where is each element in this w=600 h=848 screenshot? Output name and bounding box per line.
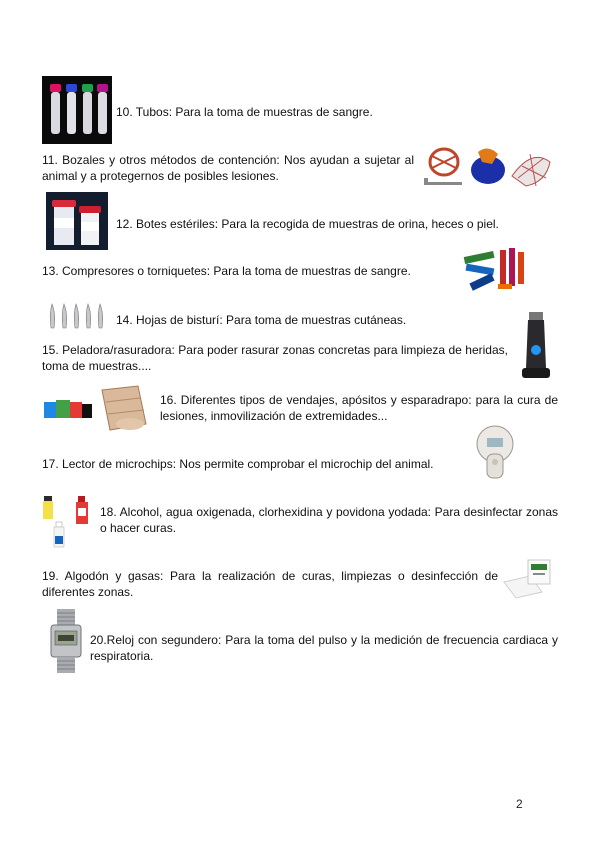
bandages-icon [42, 384, 154, 434]
item-17-text: 17. Lector de microchips: Nos permite comprobar el microchip del animal. [42, 457, 434, 471]
item-14-text: 14. Hojas de bisturí: Para toma de muestras cutáneas. [116, 313, 407, 327]
sterile-containers-icon [46, 192, 108, 250]
item-11-text: 11. Bozales y otros métodos de contención: Nos ayudan a sujetar al animal y a protegernos de posibles lesiones. [42, 153, 414, 183]
item-20-text: 20.Reloj con segundero: Para la toma del pulso y la medición de frecuencia cardiaca y respiratoria. [90, 633, 558, 663]
item-13-text: 13. Compresores o torniquetes: Para la toma de muestras de sangre. [42, 264, 411, 278]
wristwatch-icon [48, 608, 84, 674]
item-15-text: 15. Peladora/rasuradora: Para poder rasurar zonas concretas para limpieza de heridas, toma de muestras.... [42, 343, 508, 373]
tourniquets-icon [462, 244, 528, 294]
clipper-icon [518, 310, 554, 382]
gauze-icon [500, 556, 554, 600]
disinfectant-bottles-icon [40, 494, 100, 550]
scalpel-blades-icon [46, 302, 108, 334]
muzzles-icon [422, 142, 554, 190]
item-18-text: 18. Alcohol, agua oxigenada, clorhexidina y povidona yodada: Para desinfectar zonas o hacer curas. [100, 505, 558, 535]
item-10-text: 10. Tubos: Para la toma de muestras de sangre. [116, 105, 373, 119]
blood-tubes-icon [42, 76, 112, 144]
item-19-text: 19. Algodón y gasas: Para la realización de curas, limpiezas o desinfección de diferentes zonas. [42, 569, 498, 599]
item-16-text: 16. Diferentes tipos de vendajes, apósitos y esparadrapo: para la cura de lesiones, inmovilización de extremidades... [160, 393, 558, 423]
page-number: 2 [516, 797, 523, 811]
microchip-reader-icon [472, 424, 518, 482]
item-12-text: 12. Botes estériles: Para la recogida de muestras de orina, heces o piel. [116, 217, 499, 231]
